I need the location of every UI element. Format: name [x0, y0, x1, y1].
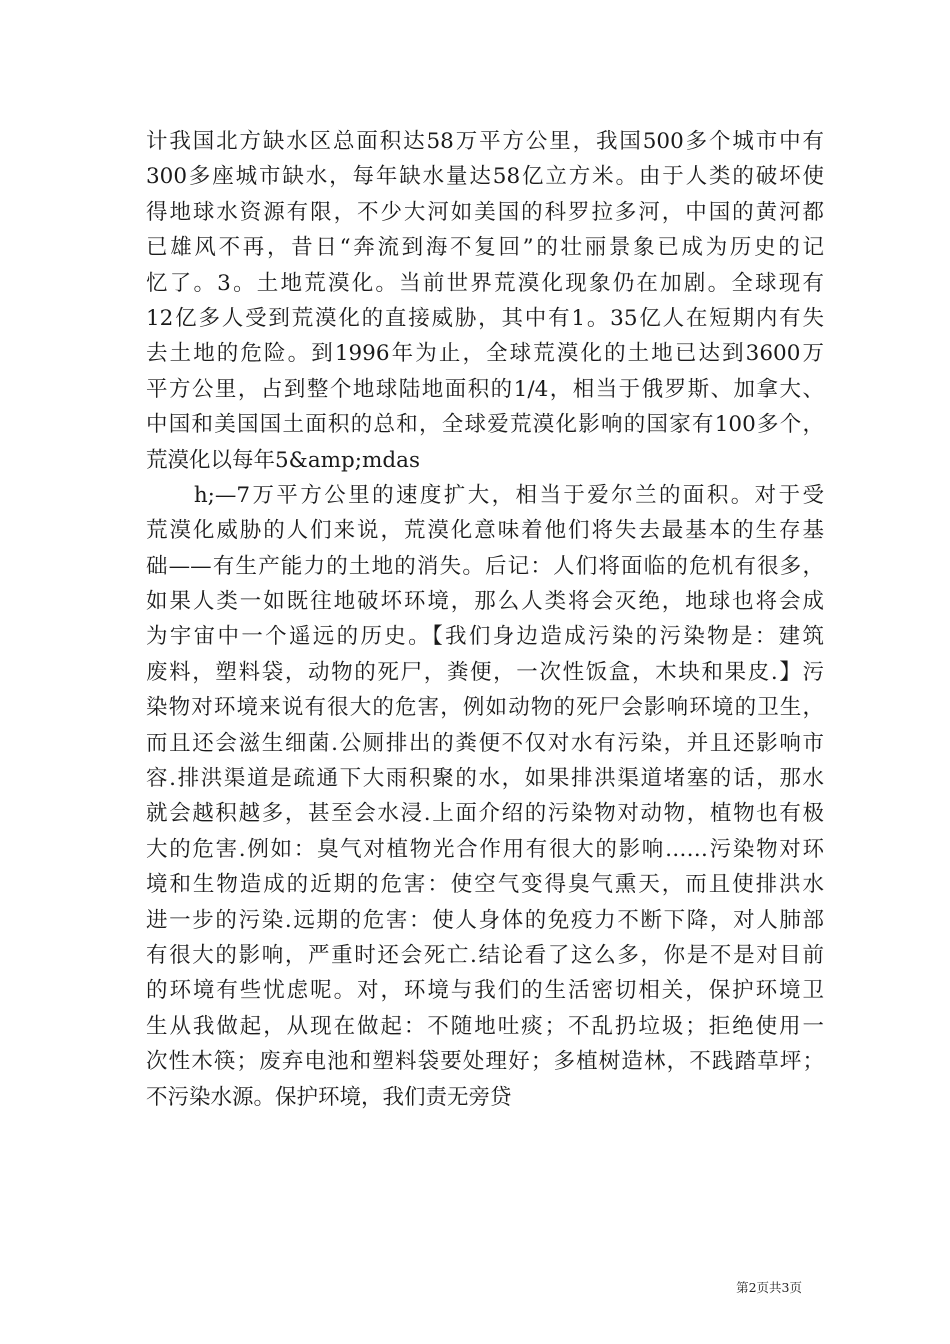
text-line: 大的危害.例如：臭气对植物光合作用有很大的影响……污染物对环: [146, 836, 824, 862]
text-line: 就会越积越多，甚至会水浸.上面介绍的污染物对动物，植物也有极: [146, 801, 824, 827]
text-line: 如果人类一如既往地破坏环境，那么人类将会灭绝，地球也将会成: [146, 589, 824, 615]
paragraph-1: [146, 124, 824, 478]
text-line: 生从我做起，从现在做起：不随地吐痰；不乱扔垃圾；拒绝使用一: [146, 1013, 824, 1039]
text-line: 不污染水源。保护环境，我们责无旁贷: [146, 1084, 512, 1110]
text-line: 忆了。3。土地荒漠化。当前世界荒漠化现象仍在加剧。全球现有: [146, 270, 824, 296]
text-line: 计我国北方缺水区总面积达58万平方公里，我国500多个城市中有: [146, 129, 824, 154]
text-line: 而且还会滋生细菌.公厕排出的粪便不仅对水有污染，并且还影响市: [146, 730, 824, 756]
text-line: 已雄风不再，昔日“奔流到海不复回”的壮丽景象已成为历史的记: [146, 235, 824, 261]
text-line: 去土地的危险。到1996年为止，全球荒漠化的土地已达到3600万: [146, 341, 824, 367]
text-line: 荒漠化以每年5&amp;mdas: [146, 447, 421, 473]
paragraph-2: [146, 478, 824, 1115]
text-line: 境和生物造成的近期的危害：使空气变得臭气熏天，而且使排洪水: [146, 872, 824, 898]
text-line: 得地球水资源有限，不少大河如美国的科罗拉多河，中国的黄河都: [146, 199, 824, 225]
text-line: 的环境有些忧虑呢。对，环境与我们的生活密切相关，保护环境卫: [146, 978, 824, 1004]
text-line: 12亿多人受到荒漠化的直接威胁，其中有1。35亿人在短期内有失: [146, 305, 824, 331]
document-body: [146, 124, 824, 1115]
text-line: 有很大的影响，严重时还会死亡.结论看了这么多，你是不是对目前: [146, 942, 824, 968]
text-line: 染物对环境来说有很大的危害，例如动物的死尸会影响环境的卫生，: [146, 695, 824, 721]
text-line: 300多座城市缺水，每年缺水量达58亿立方米。由于人类的破坏使: [146, 164, 824, 190]
text-line: 为宇宙中一个遥远的历史。【我们身边造成污染的污染物是：建筑: [146, 624, 824, 650]
text-line: 础——有生产能力的土地的消失。后记：人们将面临的危机有很多，: [146, 553, 824, 579]
page-number-footer: 第2页共3页: [736, 1280, 802, 1295]
text-line: 容.排洪渠道是疏通下大雨积聚的水，如果排洪渠道堵塞的话，那水: [146, 766, 824, 792]
text-line: h;—7万平方公里的速度扩大，相当于爱尔兰的面积。对于受: [146, 482, 824, 508]
text-line: 荒漠化威胁的人们来说，荒漠化意味着他们将失去最基本的生存基: [146, 518, 824, 544]
text-line: 平方公里，占到整个地球陆地面积的1/4，相当于俄罗斯、加拿大、: [146, 376, 824, 402]
text-line: 废料，塑料袋，动物的死尸，粪便，一次性饭盒，木块和果皮.】污: [146, 659, 824, 685]
text-line: 进一步的污染.远期的危害：使人身体的免疫力不断下降，对人肺部: [146, 907, 824, 933]
text-line: 中国和美国国土面积的总和，全球爱荒漠化影响的国家有100多个，: [146, 412, 824, 438]
text-line: 次性木筷；废弃电池和塑料袋要处理好；多植树造林，不践踏草坪；: [146, 1049, 824, 1075]
